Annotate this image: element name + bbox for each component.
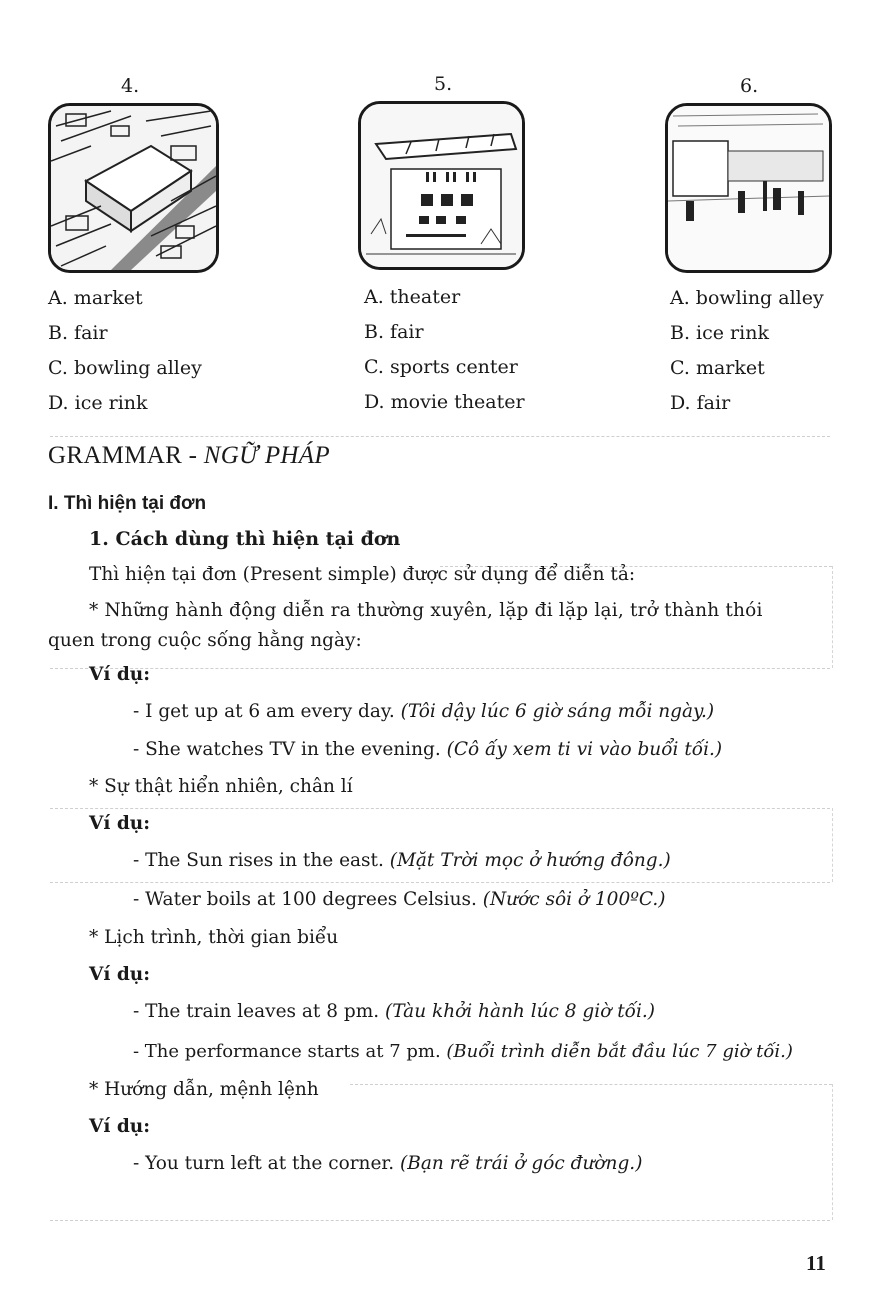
use-title: * Hướng dẫn, mệnh lệnh <box>89 1079 319 1100</box>
page-number: 11 <box>806 1251 826 1275</box>
question-number: 6. <box>740 75 759 97</box>
example-label: Ví dụ: <box>89 813 151 834</box>
example-sentence <box>133 889 666 910</box>
use-title: * Sự thật hiển nhiên, chân lí <box>89 776 353 797</box>
subsection-title: 1. Cách dùng thì hiện tại đơn <box>89 528 401 550</box>
intro-text: Thì hiện tại đơn (Present simple) được sử dụng để diễn tả: <box>89 564 636 585</box>
grammar-heading-vi: NGỮ PHÁP <box>203 442 330 469</box>
use-title-cont: quen trong cuộc sống hằng ngày: <box>48 630 362 651</box>
example-en: - You turn left at the corner. <box>133 1153 400 1174</box>
example-en: - The Sun rises in the east. <box>133 850 390 871</box>
example-sentence <box>133 1041 793 1062</box>
option-d[interactable]: D. movie theater <box>364 391 525 413</box>
bleed-through-line <box>350 1084 832 1085</box>
use-title: * Lịch trình, thời gian biểu <box>89 927 339 948</box>
option-b[interactable]: B. fair <box>48 322 108 344</box>
bleed-through-line <box>50 436 830 437</box>
example-sentence <box>133 1001 655 1022</box>
option-a[interactable]: A. market <box>48 287 143 309</box>
indoor-hall-image <box>665 103 832 273</box>
example-label: Ví dụ: <box>89 1116 151 1137</box>
example-en: - She watches TV in the evening. <box>133 739 447 760</box>
section-title: I. Thì hiện tại đơn <box>48 493 207 514</box>
example-vi: (Nước sôi ở 100ºC.) <box>482 889 666 910</box>
example-en: - The train leaves at 8 pm. <box>133 1001 386 1022</box>
example-sentence <box>133 739 722 760</box>
city-aerial-image <box>48 103 219 273</box>
example-vi: (Buổi trình diễn bắt đầu lúc 7 giờ tối.) <box>446 1041 793 1062</box>
bleed-through-line <box>50 808 830 809</box>
example-en: - The performance starts at 7 pm. <box>133 1041 447 1062</box>
bleed-through-line <box>50 882 830 883</box>
bleed-through-line <box>832 1084 833 1220</box>
option-b[interactable]: B. fair <box>364 321 424 343</box>
option-c[interactable]: C. market <box>670 357 765 379</box>
example-vi: (Bạn rẽ trái ở góc đường.) <box>400 1153 643 1174</box>
question-number: 5. <box>434 73 453 95</box>
example-sentence <box>133 850 671 871</box>
grammar-heading <box>48 442 330 470</box>
use-title: * Những hành động diễn ra thường xuyên, lặp đi lặp lại, trở thành thói <box>89 600 763 621</box>
option-d[interactable]: D. fair <box>670 392 731 414</box>
example-en: - Water boils at 100 degrees Celsius. <box>133 889 483 910</box>
example-vi: (Tôi dậy lúc 6 giờ sáng mỗi ngày.) <box>400 701 715 722</box>
question-number: 4. <box>121 75 140 97</box>
building-image <box>358 101 525 270</box>
example-sentence <box>133 701 714 722</box>
example-label: Ví dụ: <box>89 664 151 685</box>
option-a[interactable]: A. theater <box>364 286 461 308</box>
option-c[interactable]: C. bowling alley <box>48 357 202 379</box>
option-a[interactable]: A. bowling alley <box>670 287 824 309</box>
bleed-through-line <box>50 1220 830 1221</box>
option-b[interactable]: B. ice rink <box>670 322 769 344</box>
example-vi: (Tàu khởi hành lúc 8 giờ tối.) <box>385 1001 655 1022</box>
example-sentence <box>133 1153 642 1174</box>
option-c[interactable]: C. sports center <box>364 356 518 378</box>
example-en: - I get up at 6 am every day. <box>133 701 401 722</box>
grammar-heading-en: GRAMMAR - <box>48 442 204 469</box>
option-d[interactable]: D. ice rink <box>48 392 148 414</box>
bleed-through-line <box>832 566 833 668</box>
example-vi: (Mặt Trời mọc ở hướng đông.) <box>389 850 671 871</box>
example-vi: (Cô ấy xem ti vi vào buổi tối.) <box>446 739 723 760</box>
example-label: Ví dụ: <box>89 964 151 985</box>
bleed-through-line <box>832 808 833 882</box>
bleed-through-line <box>50 668 830 669</box>
